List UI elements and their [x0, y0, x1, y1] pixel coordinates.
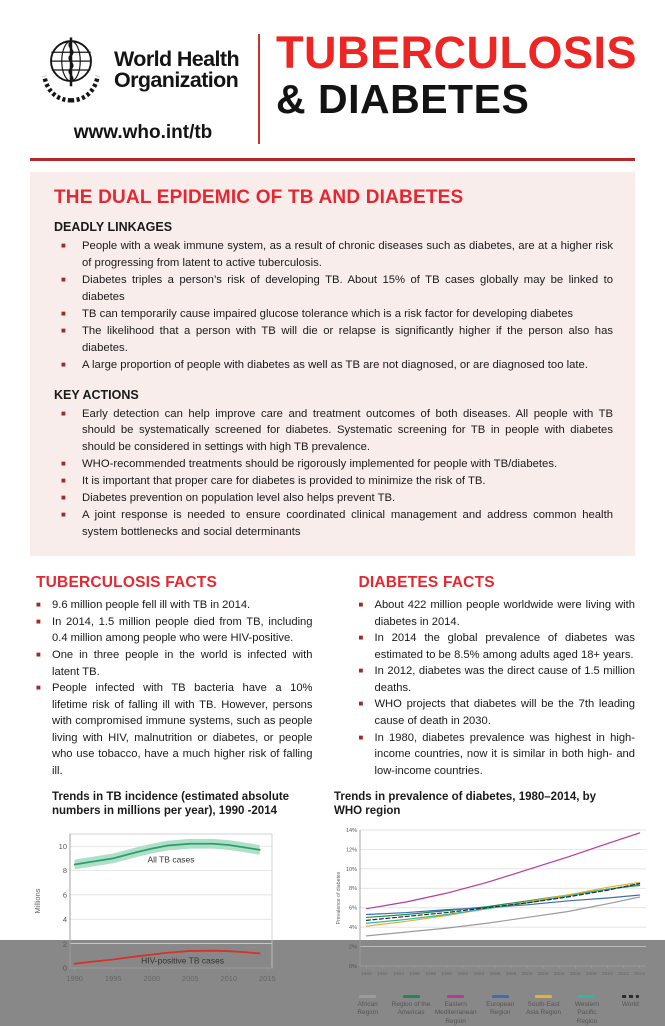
bullet-item: ■ People with a weak immune system, as a result of chronic diseases such as diabetes, are at a higher risk of progressing from latent to active tuberculosis.: [54, 238, 613, 272]
tb-facts-column: [30, 568, 313, 780]
bullet-icon: ■: [36, 616, 41, 626]
who-url-link[interactable]: www.who.int/tb: [73, 122, 213, 143]
bullet-icon: ■: [358, 732, 364, 742]
svg-text:14%: 14%: [345, 828, 357, 835]
tb-incidence-chart: [30, 824, 314, 997]
deadly-linkages-heading: DEADLY LINKAGES: [54, 220, 173, 234]
svg-text:2004: 2004: [553, 972, 565, 978]
header: [0, 0, 665, 150]
svg-text:8: 8: [62, 866, 67, 876]
svg-text:1990: 1990: [441, 972, 453, 978]
svg-text:1996: 1996: [489, 972, 501, 978]
bullet-item: ■ In 2014 the global prevalence of diabetes was estimated to be 8.5% among adults aged 18+ years.: [353, 630, 636, 663]
svg-text:1984: 1984: [393, 972, 404, 978]
svg-text:2000: 2000: [143, 974, 161, 984]
bullet-item: ■ WHO projects that diabetes will be the 7th leading cause of death in 2030.: [353, 696, 636, 729]
svg-text:2: 2: [62, 939, 67, 949]
tb-chart-title: Trends in TB incidence (estimated absolute numbers in millions per year), 1990 -2014: [52, 790, 290, 817]
diabetes-prevalence-chart: [334, 824, 652, 993]
diabetes-facts-heading: DIABETES FACTS: [358, 574, 495, 591]
svg-text:4%: 4%: [349, 925, 357, 932]
svg-text:6: 6: [62, 890, 67, 900]
title-diabetes: & DIABETES: [275, 75, 530, 122]
legend-item: [389, 995, 432, 1025]
legend-label: Eastern Mediterranean Region: [434, 1001, 477, 1025]
facts-row: [0, 556, 665, 780]
svg-text:2008: 2008: [586, 972, 597, 978]
diabetes-chart-legend: [346, 995, 652, 1025]
red-rule: [30, 158, 635, 161]
bullet-item: ■ A large proportion of people with diabetes as well as TB are not diagnosed, or are diagnosed too late.: [54, 357, 613, 374]
svg-text:All TB cases: All TB cases: [147, 854, 195, 865]
tb-facts-heading: TUBERCULOSIS FACTS: [36, 574, 217, 591]
document-title: [275, 27, 637, 144]
bullet-icon: ■: [61, 359, 66, 369]
bullet-icon: ■: [61, 408, 66, 418]
svg-text:2014: 2014: [634, 972, 645, 978]
bullet-item: ■ TB can temporarily cause impaired glucose tolerance which is a risk factor for developing diabetes: [54, 306, 613, 323]
header-divider: [258, 34, 260, 144]
svg-text:8%: 8%: [349, 886, 357, 893]
bullet-item: ■ People infected with TB bacteria have a 10% lifetime risk of falling ill with TB. However, persons with compromised immune systems, such as people living with HIV, malnutrition or diabetes, or people who use tobacco, have a much higher risk of falling ill.: [30, 680, 313, 779]
org-name-line2: Organization: [114, 68, 239, 92]
legend-label: African Region: [357, 1001, 378, 1017]
bullet-item: ■ In 1980, diabetes prevalence was highest in high-income countries, now it is similar in both high- and low-income countries.: [353, 730, 636, 780]
bullet-item: ■ The likelihood that a person with TB will die or relapse is significantly higher if the person also has diabetes.: [54, 323, 613, 357]
bullet-icon: ■: [61, 325, 66, 335]
legend-swatch-icon: [492, 995, 509, 998]
diabetes-chart-block: [334, 790, 652, 1026]
svg-text:2015: 2015: [259, 974, 276, 984]
legend-item: [522, 995, 565, 1025]
bullet-icon: ■: [61, 459, 66, 469]
svg-text:1995: 1995: [104, 974, 122, 984]
svg-text:1980: 1980: [361, 972, 372, 978]
svg-text:1998: 1998: [505, 972, 517, 978]
bullet-icon: ■: [61, 510, 66, 520]
svg-text:4: 4: [62, 915, 67, 925]
legend-label: South-East Asia Region: [526, 1001, 562, 1017]
dual-epidemic-section: [30, 172, 635, 556]
legend-item: [565, 995, 608, 1025]
svg-text:2005: 2005: [181, 974, 199, 984]
diabetes-facts-column: [337, 568, 636, 780]
tb-chart-block: [30, 790, 314, 1026]
svg-text:0%: 0%: [349, 964, 357, 971]
tb-chart-svg: [30, 824, 280, 992]
svg-text:6%: 6%: [349, 905, 357, 912]
bullet-item: ■ In 2014, 1.5 million people died from TB, including 0.4 million among people who were HIV-positive.: [30, 614, 313, 647]
svg-text:1992: 1992: [457, 972, 469, 978]
bullet-icon: ■: [61, 476, 66, 486]
section-title: THE DUAL EPIDEMIC OF TB AND DIABETES: [54, 187, 464, 208]
legend-label: Region of the Americas: [391, 1001, 431, 1017]
svg-text:2012: 2012: [618, 972, 629, 978]
legend-swatch-icon: [535, 995, 552, 998]
bullet-icon: ■: [36, 649, 41, 659]
svg-text:Prevalence of diabetes: Prevalence of diabetes: [336, 871, 342, 925]
bullet-icon: ■: [61, 274, 66, 284]
bullet-icon: ■: [61, 308, 66, 318]
svg-text:1990: 1990: [66, 974, 83, 984]
bullet-icon: ■: [36, 600, 41, 609]
legend-swatch-icon: [403, 995, 420, 998]
legend-item: [479, 995, 522, 1025]
bullet-item: ■ It is important that proper care for diabetes is provided to minimize the risk of TB.: [54, 473, 613, 490]
who-brand: [34, 30, 246, 144]
bullet-icon: ■: [358, 699, 364, 709]
bullet-icon: ■: [61, 493, 66, 503]
key-actions-heading: KEY ACTIONS: [54, 387, 139, 402]
svg-text:1986: 1986: [409, 972, 420, 978]
bullet-icon: ■: [358, 666, 364, 676]
legend-swatch-icon: [578, 995, 595, 998]
svg-text:Millions: Millions: [33, 888, 42, 914]
diabetes-chart-title: Trends in prevalence of diabetes, 1980–2014, by WHO region: [334, 790, 597, 817]
svg-text:12%: 12%: [345, 847, 357, 854]
legend-item: [346, 995, 389, 1025]
svg-text:1988: 1988: [425, 972, 437, 978]
bullet-item: ■ In 2012, diabetes was the direct cause of 1.5 million deaths.: [353, 663, 636, 696]
bullet-icon: ■: [61, 241, 66, 250]
svg-text:2000: 2000: [521, 972, 533, 978]
svg-text:HIV-positive TB cases: HIV-positive TB cases: [141, 956, 225, 967]
title-tuberculosis: TUBERCULOSIS: [275, 27, 637, 78]
bullet-item: ■ WHO-recommended treatments should be rigorously implemented for people with TB/diabetes.: [54, 456, 613, 473]
svg-text:2002: 2002: [537, 972, 549, 978]
svg-text:1994: 1994: [473, 972, 485, 978]
bullet-item: ■ 9.6 million people fell ill with TB in 2014.: [30, 597, 313, 614]
charts-row: [0, 780, 665, 1026]
svg-text:2006: 2006: [569, 972, 581, 978]
bullet-item: ■ One in three people in the world is infected with latent TB.: [30, 647, 313, 680]
svg-text:2%: 2%: [349, 944, 357, 951]
bullet-item: ■ Early detection can help improve care and treatment outcomes of both diseases. All people with TB should be systematically screened for diabetes. Systematic screening for TB in people with diabetes should be considered in settings with high TB prevalence.: [54, 406, 613, 457]
bullet-item: ■ Diabetes prevention on population level also helps prevent TB.: [54, 490, 613, 507]
legend-swatch-icon: [359, 995, 376, 998]
legend-item: [609, 995, 652, 1025]
bullet-icon: ■: [358, 633, 364, 643]
svg-text:1982: 1982: [377, 972, 388, 978]
legend-label: European Region: [486, 1001, 515, 1017]
bullet-item: ■ A joint response is needed to ensure coordinated clinical management and address common health system bottlenecks and social determinants: [54, 507, 613, 541]
bullet-icon: ■: [36, 683, 41, 693]
svg-text:2010: 2010: [602, 972, 613, 978]
org-name: [114, 46, 239, 92]
bullet-item: ■ About 422 million people worldwide were living with diabetes in 2014.: [353, 597, 636, 630]
bullet-item: ■ Diabetes triples a person’s risk of developing TB. About 15% of TB cases globally may be linked to diabetes: [54, 272, 613, 306]
who-logo-icon: [34, 30, 108, 110]
legend-swatch-icon: [447, 995, 464, 998]
legend-label: Western Pacific Region: [574, 1001, 599, 1025]
legend-item: [433, 995, 479, 1025]
svg-text:2010: 2010: [220, 974, 238, 984]
org-name-line1: World Health: [114, 46, 239, 71]
svg-text:10: 10: [58, 842, 67, 852]
legend-label: World: [621, 1001, 639, 1009]
svg-text:10%: 10%: [345, 867, 357, 874]
legend-swatch-icon: [622, 995, 639, 998]
svg-text:0: 0: [62, 963, 67, 973]
bullet-icon: ■: [358, 600, 364, 609]
diabetes-chart-svg: [334, 824, 652, 988]
